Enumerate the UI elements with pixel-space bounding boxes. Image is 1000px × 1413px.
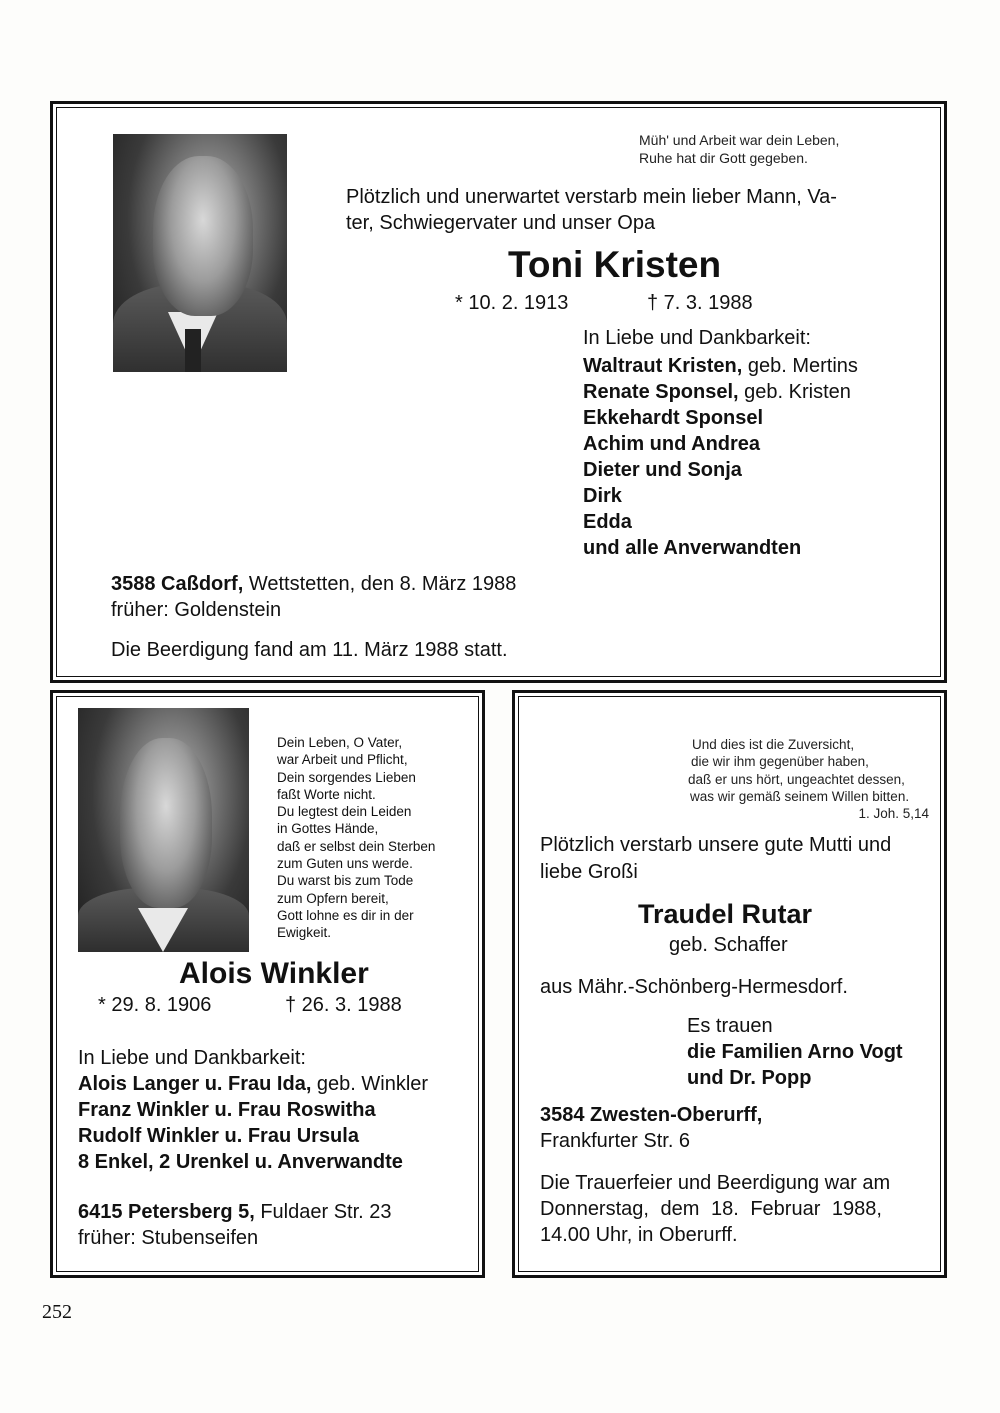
death-date: † 26. 3. 1988 bbox=[285, 994, 402, 1016]
poem-line: Du warst bis zum Tode bbox=[277, 873, 414, 889]
poem-line: zum Guten uns werde. bbox=[277, 856, 413, 872]
poem-line: Ewigkeit. bbox=[277, 925, 332, 941]
bible-verse bbox=[559, 736, 929, 822]
mourner-name: Alois Langer u. Frau Ida, bbox=[78, 1073, 312, 1095]
verse-line: die wir ihm gegenüber haben, bbox=[691, 754, 869, 770]
verse-line: daß er uns hört, ungeachtet dessen, bbox=[688, 771, 905, 787]
thanks-line: In Liebe und Dankbarkeit: bbox=[583, 327, 811, 349]
mourner bbox=[78, 1071, 428, 1097]
deceased-name: Alois Winkler bbox=[179, 957, 369, 990]
service-line: Donnerstag, dem 18. Februar 1988, bbox=[540, 1198, 882, 1220]
address-place: 6415 Petersberg 5, bbox=[78, 1201, 255, 1223]
mourner: 8 Enkel, 2 Urenkel u. Anverwandte bbox=[78, 1151, 403, 1173]
poem-line: war Arbeit und Pflicht, bbox=[277, 752, 408, 768]
service-info bbox=[540, 1170, 890, 1248]
service-line: Die Trauerfeier und Beerdigung war am bbox=[540, 1172, 891, 1194]
intro-line: Plötzlich verstarb unsere gute Mutti und bbox=[540, 834, 892, 856]
poem-line: daß er selbst dein Sterben bbox=[277, 838, 436, 854]
former-residence: früher: Goldenstein bbox=[111, 599, 282, 621]
intro-text bbox=[540, 832, 891, 886]
verse-line: Und dies ist die Zuversicht, bbox=[692, 737, 855, 752]
poem-line: in Gottes Hände, bbox=[277, 821, 379, 837]
mourner: Franz Winkler u. Frau Roswitha bbox=[78, 1099, 376, 1121]
mourner: Rudolf Winkler u. Frau Ursula bbox=[78, 1125, 359, 1147]
address-line bbox=[111, 571, 516, 597]
mourner: Ekkehardt Sponsel bbox=[583, 407, 764, 429]
funeral-note: Die Beerdigung fand am 11. März 1988 statt. bbox=[111, 639, 508, 661]
intro-text bbox=[346, 184, 837, 236]
motto bbox=[639, 131, 839, 167]
mourners-intro: Es trauen bbox=[687, 1015, 773, 1037]
poem-line: Du legtest dein Leiden bbox=[277, 804, 412, 820]
maiden-name: geb. Schaffer bbox=[669, 934, 788, 956]
birth-date: * 10. 2. 1913 bbox=[455, 292, 569, 314]
death-notice-alois-winkler bbox=[50, 690, 485, 1278]
address-street: Fuldaer Str. 23 bbox=[254, 1201, 392, 1223]
mourner: Edda bbox=[583, 511, 632, 533]
verse-reference: 1. Joh. 5,14 bbox=[858, 806, 929, 822]
death-notice-traudel-rutar bbox=[512, 690, 947, 1278]
address-block bbox=[111, 571, 516, 623]
mourner-name: Waltraut Kristen, bbox=[583, 355, 743, 377]
mourner-suffix: geb. Winkler bbox=[311, 1073, 429, 1095]
mourners-list bbox=[583, 353, 858, 561]
poem-line: faßt Worte nicht. bbox=[277, 786, 376, 802]
service-line: 14.00 Uhr, in Oberurff. bbox=[540, 1224, 738, 1246]
poem-line: Gott lohne es dir in der bbox=[277, 907, 414, 923]
address-place: 3584 Zwesten-Oberurff, bbox=[540, 1104, 763, 1126]
mourner-suffix: geb. Mertins bbox=[742, 355, 858, 377]
motto-line: Müh' und Arbeit war dein Leben, bbox=[639, 132, 840, 148]
mourner: und alle Anverwandten bbox=[583, 537, 802, 559]
address-block bbox=[78, 1199, 392, 1251]
verse-line: was wir gemäß seinem Willen bitten. bbox=[690, 788, 910, 804]
mourner bbox=[583, 353, 858, 379]
deceased-name: Toni Kristen bbox=[508, 244, 722, 285]
address-street: Frankfurter Str. 6 bbox=[540, 1130, 691, 1152]
poem bbox=[277, 734, 435, 942]
death-date: † 7. 3. 1988 bbox=[647, 292, 753, 314]
mourner bbox=[583, 379, 858, 405]
address-line bbox=[78, 1199, 392, 1225]
death-notice-toni-kristen bbox=[50, 101, 947, 683]
page-number: 252 bbox=[42, 1301, 72, 1323]
origin: aus Mähr.-Schönberg-Hermesdorf. bbox=[540, 976, 848, 998]
mourners-list bbox=[78, 1071, 428, 1175]
poem-line: Dein sorgendes Lieben bbox=[277, 769, 416, 785]
portrait-photo-alois-winkler bbox=[78, 708, 249, 952]
mourner: die Familien Arno Vogt bbox=[687, 1041, 903, 1063]
mourner: Dieter und Sonja bbox=[583, 459, 742, 481]
address-block bbox=[540, 1102, 762, 1154]
thanks-line: In Liebe und Dankbarkeit: bbox=[78, 1047, 306, 1069]
mourner: und Dr. Popp bbox=[687, 1067, 812, 1089]
mourner: Achim und Andrea bbox=[583, 433, 761, 455]
intro-line: liebe Großi bbox=[540, 861, 638, 883]
intro-line: Plötzlich und unerwartet verstarb mein lieber Mann, Va- bbox=[346, 186, 837, 208]
intro-line: ter, Schwiegervater und unser Opa bbox=[346, 212, 656, 234]
poem-line: Dein Leben, O Vater, bbox=[277, 735, 403, 750]
address-date: Wettstetten, den 8. März 1988 bbox=[243, 573, 517, 595]
address-place: 3588 Caßdorf, bbox=[111, 573, 244, 595]
mourner-suffix: geb. Kristen bbox=[738, 381, 851, 403]
poem-line: zum Opfern bereit, bbox=[277, 890, 389, 906]
deceased-name: Traudel Rutar bbox=[638, 899, 813, 929]
mourner: Dirk bbox=[583, 485, 622, 507]
birth-date: * 29. 8. 1906 bbox=[98, 994, 212, 1016]
motto-line: Ruhe hat dir Gott gegeben. bbox=[639, 150, 808, 166]
mourner-name: Renate Sponsel, bbox=[583, 381, 739, 403]
portrait-photo-toni-kristen bbox=[113, 134, 287, 372]
mourners-list bbox=[687, 1039, 903, 1091]
former-residence: früher: Stubenseifen bbox=[78, 1227, 259, 1249]
